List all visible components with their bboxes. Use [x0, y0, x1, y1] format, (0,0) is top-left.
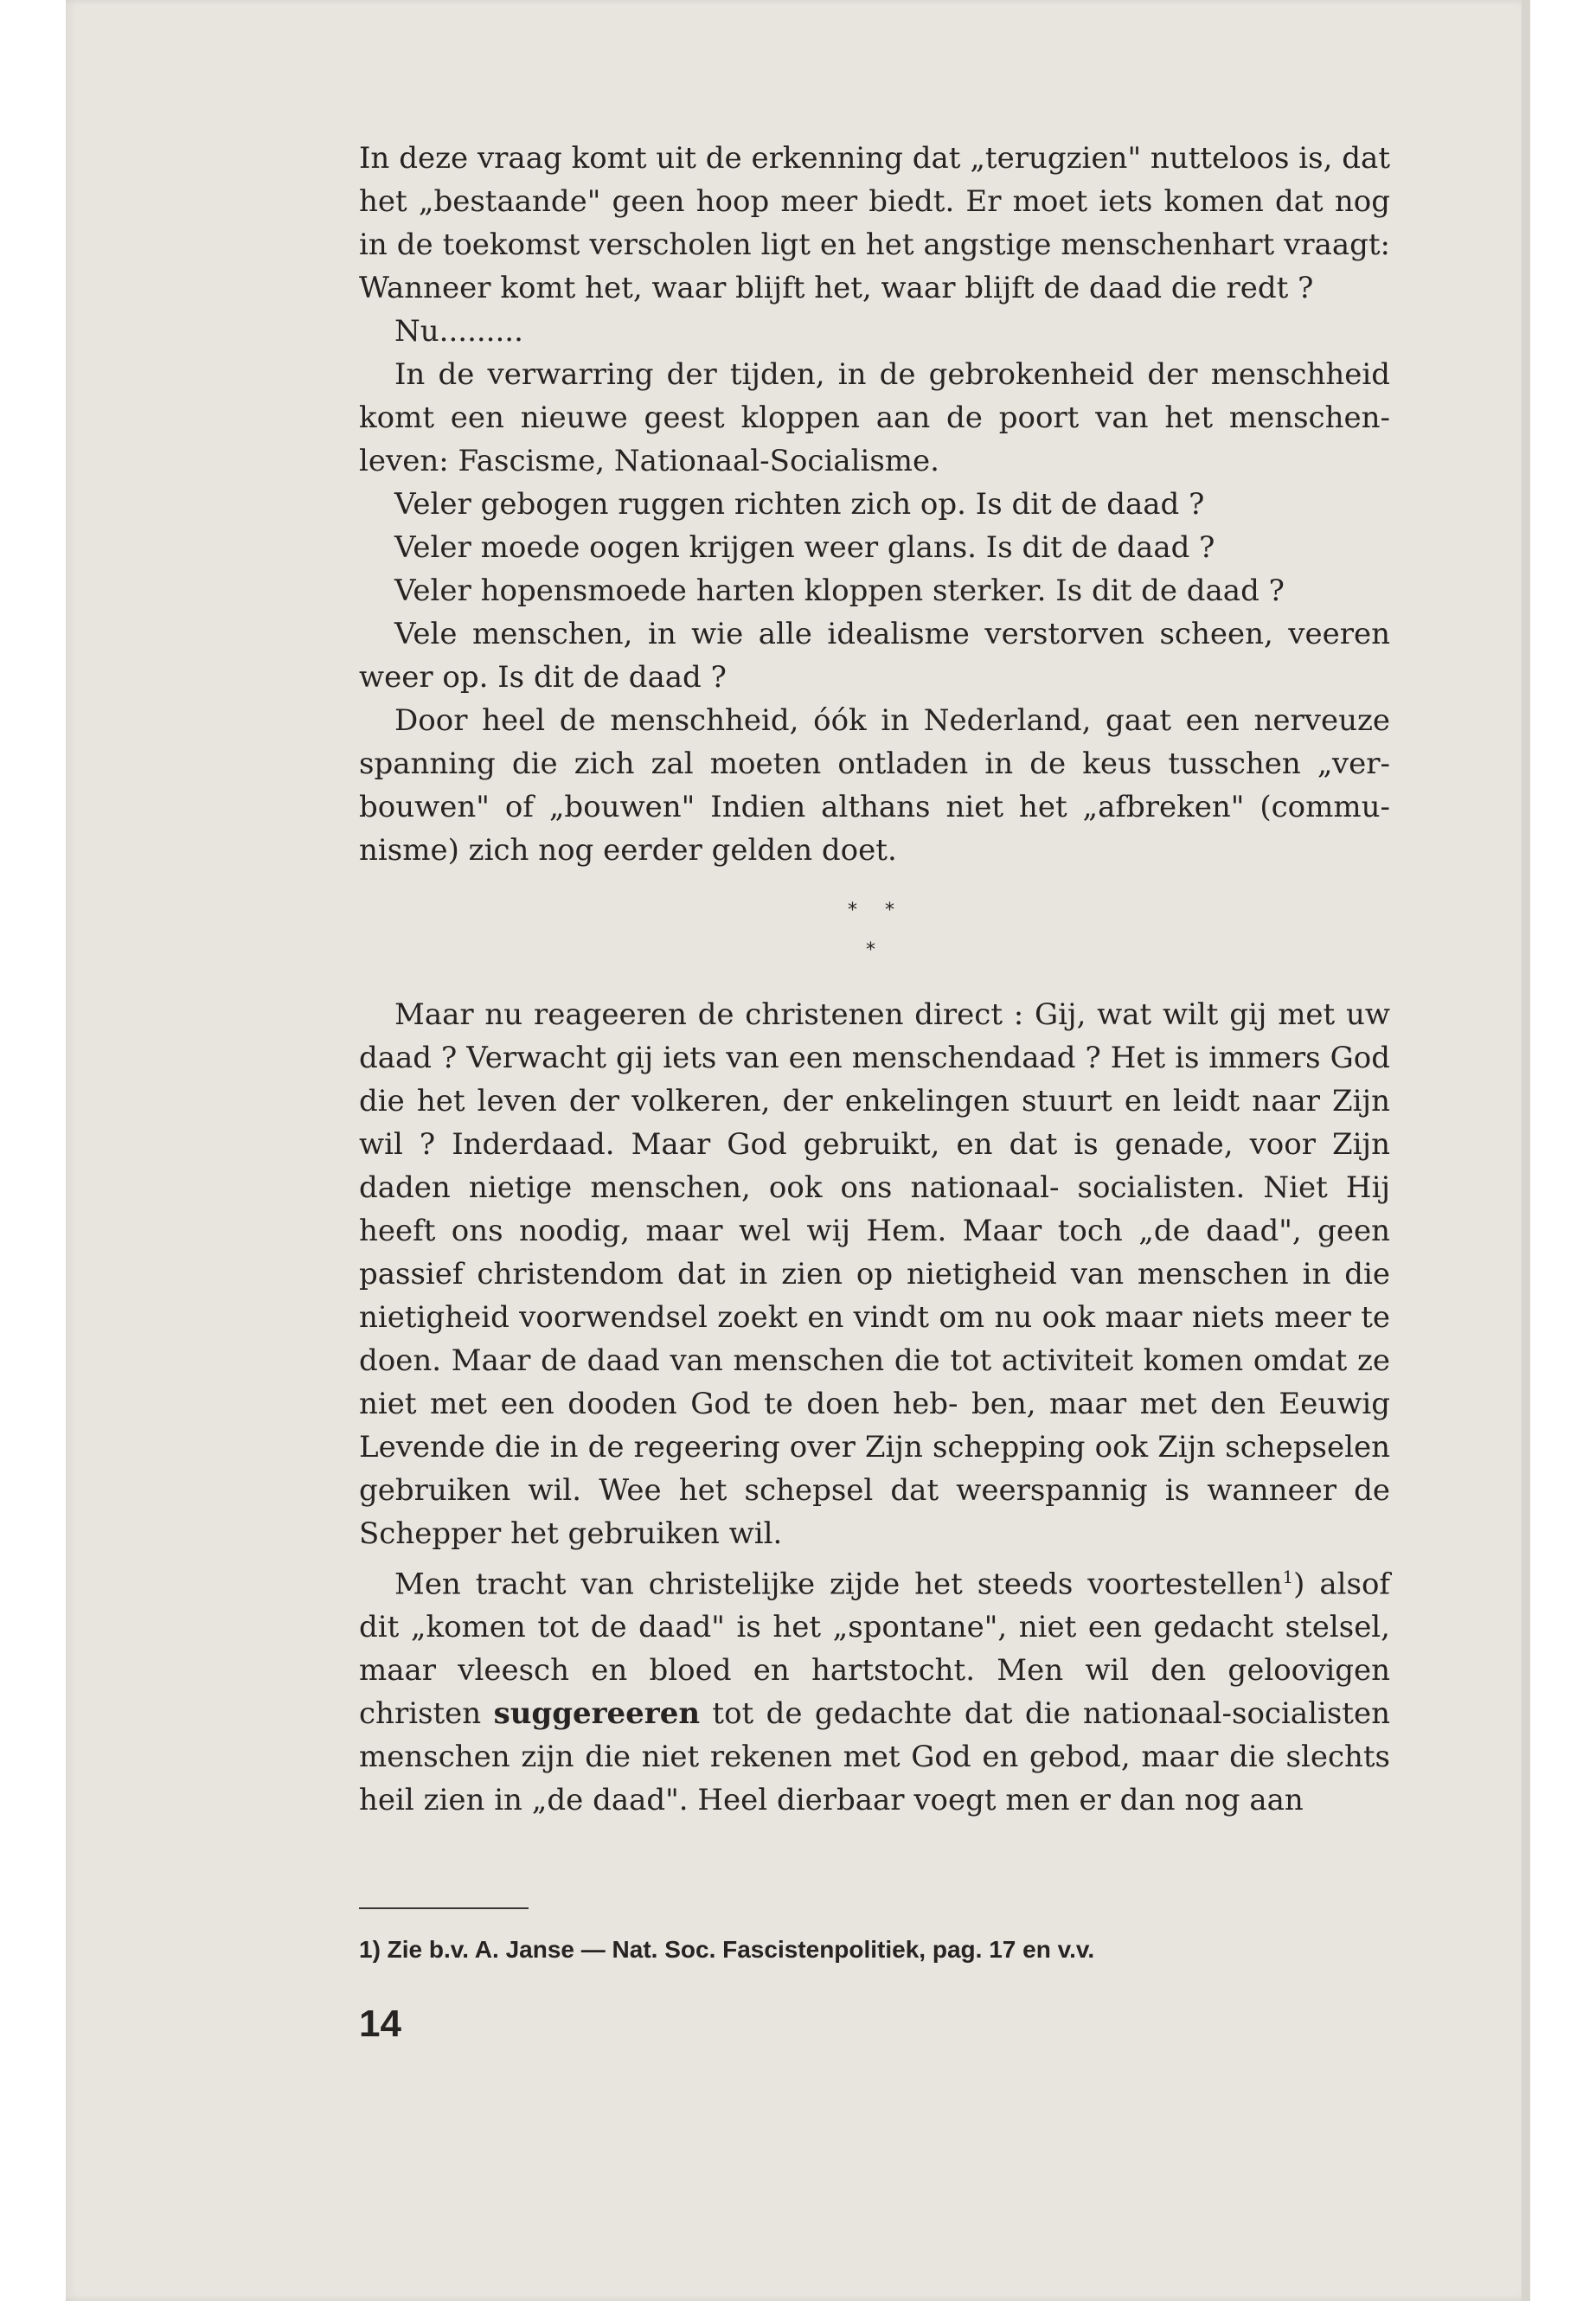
paragraph: Door heel de menschheid, óók in Nederland, gaat een nerveuze spanning die zich zal moeten ontladen in de keus tusschen „ver- bouwen" of „bouwen" Indien althans niet het „afbreken" (commu- nisme) zich nog eerder gelden doet.	[359, 703, 1390, 868]
paragraph: Vele menschen, in wie alle idealisme verstorven scheen, veeren weer op. Is dit de daad ?	[359, 617, 1390, 695]
paragraph: Veler moede oogen krijgen weer glans. Is dit de daad ?	[394, 530, 1215, 565]
paragraph: Nu.........	[394, 314, 523, 349]
footnote-rule	[359, 1907, 529, 1909]
footnote-ref: 1	[1282, 1567, 1294, 1587]
footnote: 1) Zie b.v. A. Janse — Nat. Soc. Fascistenpolitiek, pag. 17 en v.v.	[359, 1936, 1095, 1963]
emphasized-word: suggereeren	[493, 1696, 701, 1732]
paragraph-text: Men tracht van christelijke zijde het steeds voortestellen	[394, 1567, 1283, 1602]
separator-star: *	[848, 900, 857, 921]
paragraph: In deze vraag komt uit de erkenning dat „terugzien" nutteloos is, dat het „bestaande" geen hoop meer biedt. Er moet iets komen dat nog in de toekomst verscholen ligt en het angstige menschenhart vraagt: Wanneer komt het, waar blijft het, waar blijft de daad die redt ?	[359, 141, 1390, 305]
body-text	[359, 137, 1390, 1822]
paragraph: Maar nu reageeren de christenen direct : Gij, wat wilt gij met uw daad ? Verwacht gij iets van een menschendaad ? Het is immers God die het leven der volkeren, der enkelingen stuurt en leidt naar Zijn wil ? Inderdaad. Maar God gebruikt, en dat is genade, voor Zijn daden nietige menschen, ook ons nationaal- socialisten. Niet Hij heeft ons noodig, maar wel wij Hem. Maar toch „de daad", geen passief christendom dat in zien op nietigheid van menschen in die nietigheid voorwendsel zoekt en vindt om nu ook maar niets meer te doen. Maar de daad van menschen die tot activiteit komen omdat ze niet met een dooden God te doen heb- ben, maar met den Eeuwig Levende die in de regeering over Zijn schepping ook Zijn schepselen gebruiken wil. Wee het schepsel dat weerspannig is wanneer de Schepper het gebruiken wil.	[359, 997, 1390, 1551]
page-number: 14	[359, 2003, 401, 2045]
paragraph-text: ) alsof dit „komen tot de daad" is het „spontane", niet een gedacht stelsel, maar vleesch en bloed en hartstocht. Men wil den geloovigen christen	[359, 1567, 1391, 1732]
paragraph: Veler hopensmoede harten kloppen sterker. Is dit de daad ?	[394, 574, 1285, 608]
paragraph: In de verwarring der tijden, in de gebrokenheid der menschheid komt een nieuwe geest kloppen aan de poort van het menschen- leven: Fascisme, Nationaal-Socialisme.	[359, 357, 1390, 478]
separator-star: *	[885, 900, 894, 921]
separator-star: *	[866, 939, 875, 961]
section-separator	[359, 872, 1390, 993]
paragraph-text: tot de gedachte dat die nationaal-socialisten menschen zijn die niet rekenen met God en gebod, maar die slechts heil zien in „de daad". Heel dierbaar voegt men er dan nog aan	[359, 1696, 1390, 1818]
paragraph: Veler gebogen ruggen richten zich op. Is dit de daad ?	[394, 487, 1205, 522]
paragraph	[359, 1555, 1390, 1822]
